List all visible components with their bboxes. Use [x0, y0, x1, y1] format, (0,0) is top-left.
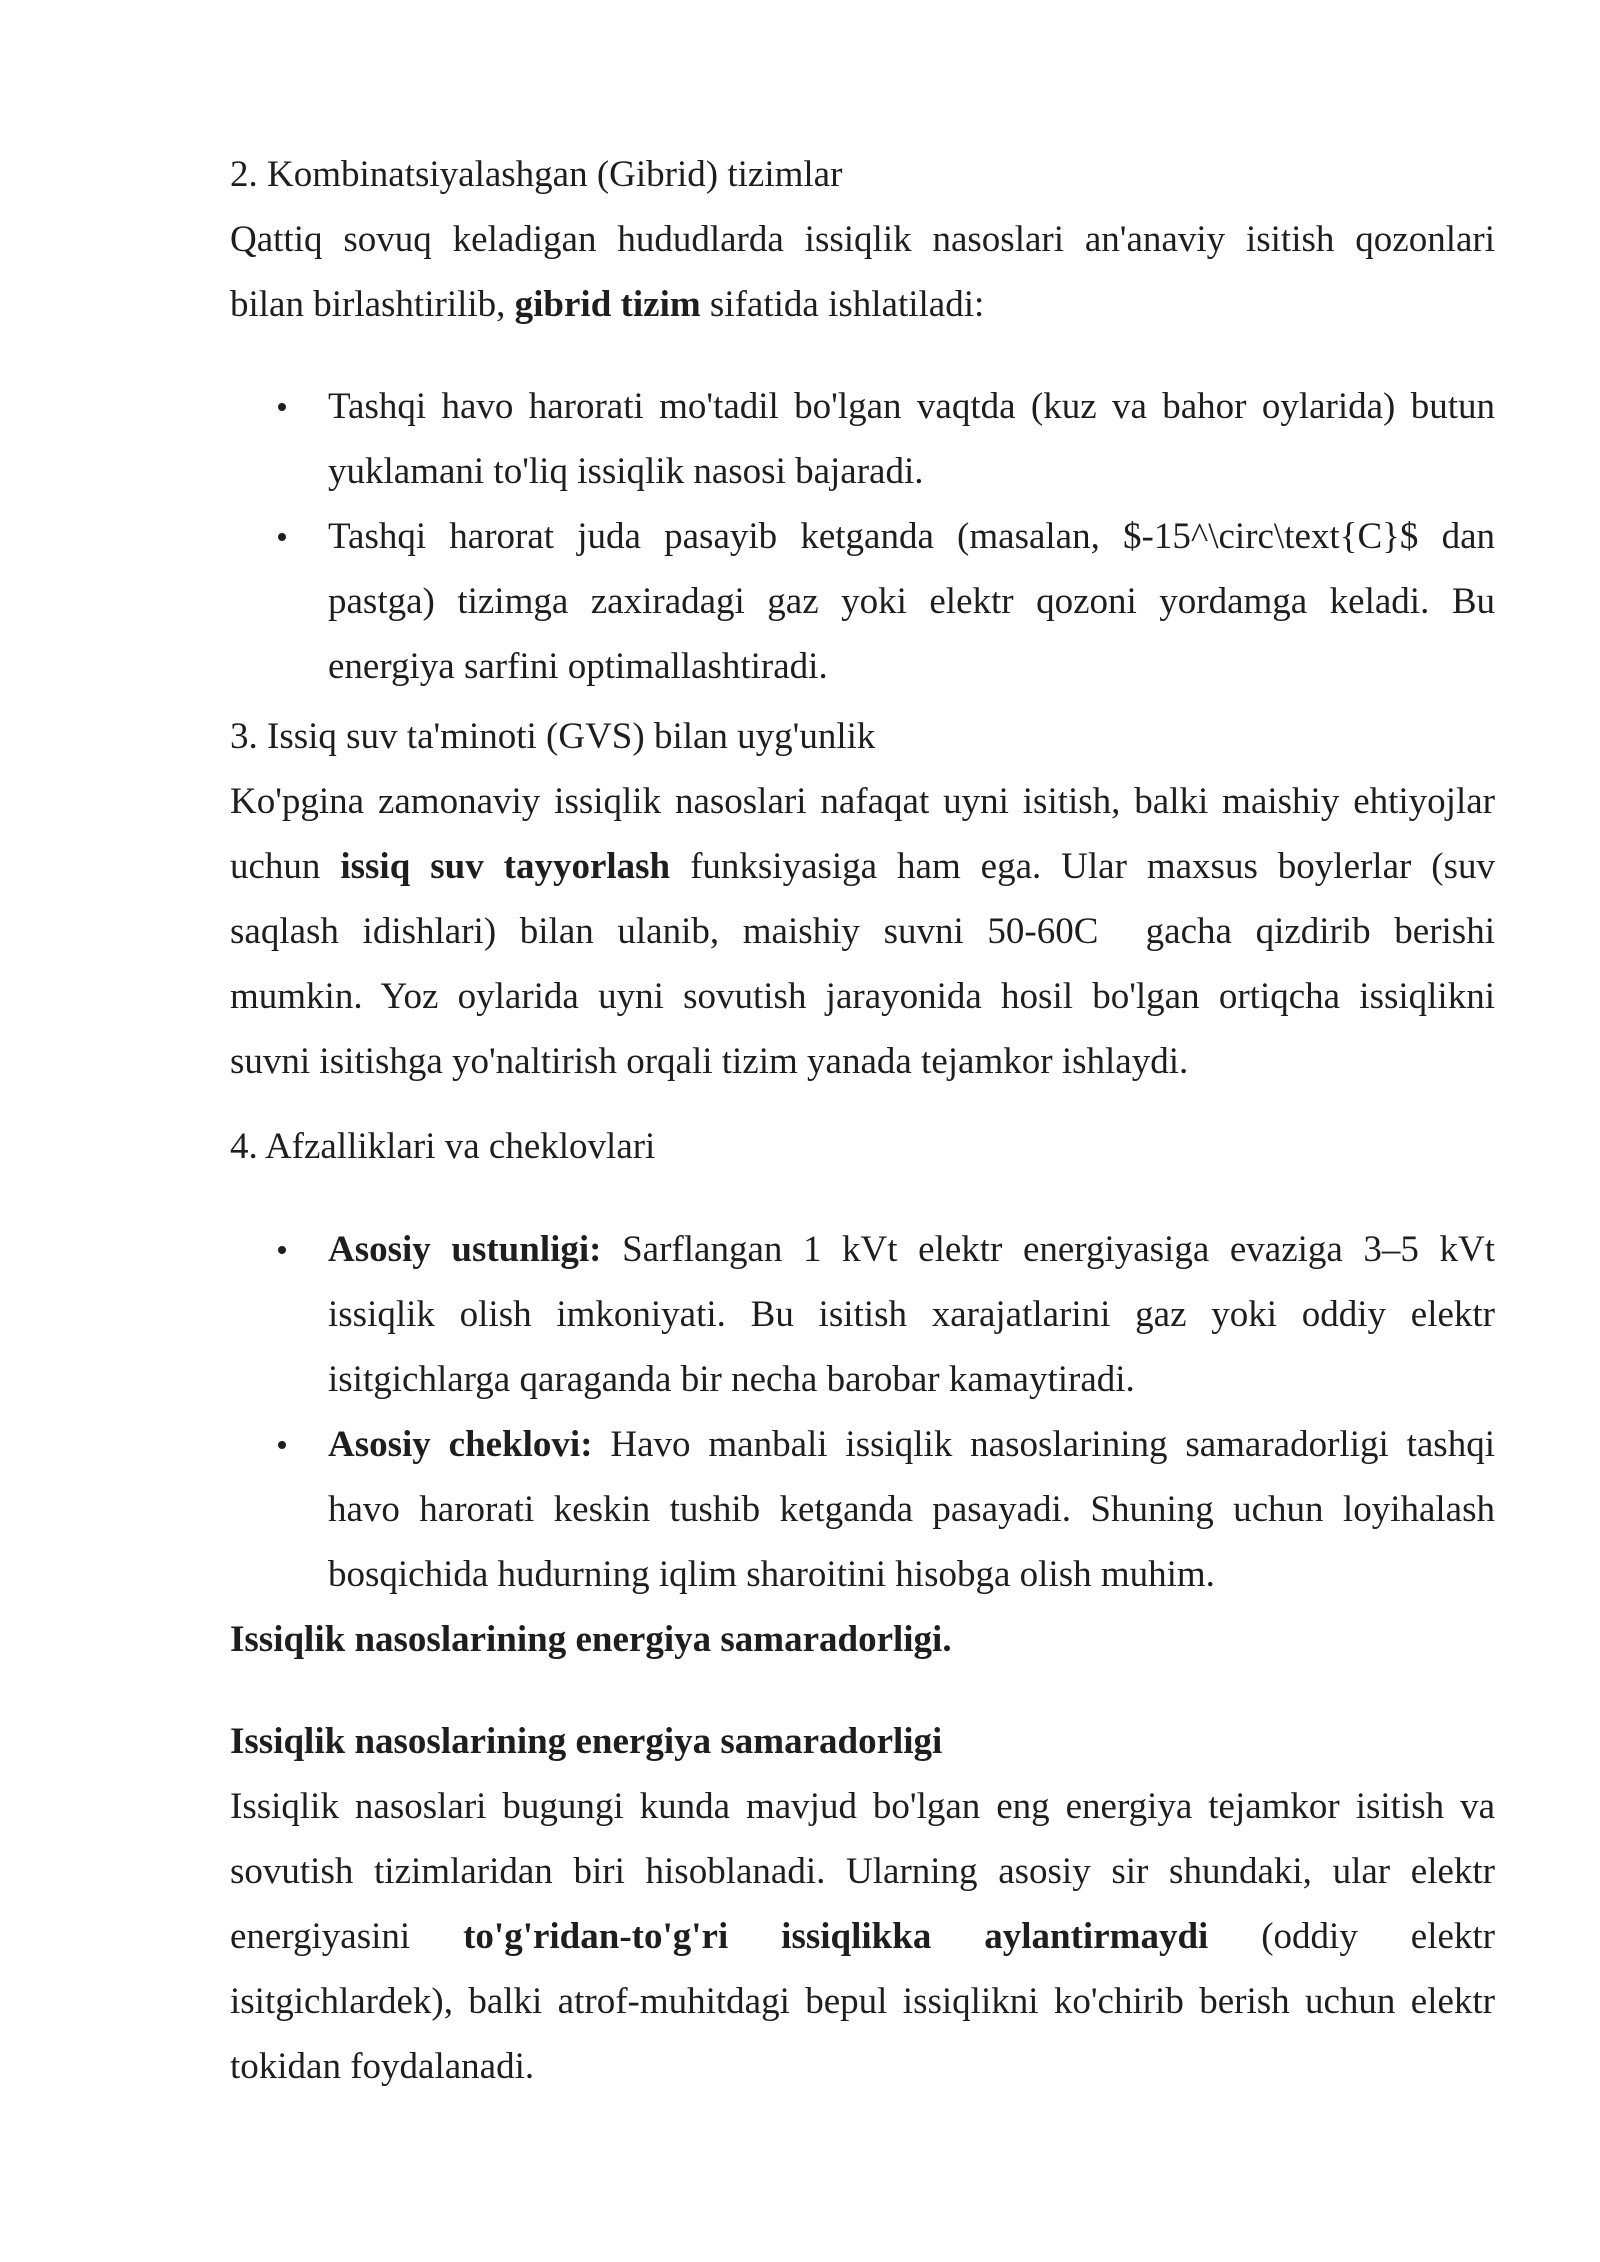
list-item-line: issiqlik olish imkoniyati. Bu isitish xarajatlarini gaz yoki oddiy elektr	[328, 1294, 1495, 1335]
list-item-line: isitgichlarga qaraganda bir necha barobar kamaytiradi.	[328, 1359, 1135, 1400]
list-item-line: yuklamani to'liq issiqlik nasosi bajaradi.	[328, 451, 924, 492]
bold-term: gibrid tizim	[514, 284, 701, 325]
paragraph-line: Qattiq sovuq keladigan hududlarda issiqlik nasoslari an'anaviy isitish qozonlari	[230, 219, 1495, 260]
text-run: Sarflangan 1 kVt elektr energiyasiga evaziga 3–5 kVt	[601, 1229, 1496, 1270]
paragraph-line: suvni isitishga yo'naltirish orqali tizim yanada tejamkor ishlaydi.	[230, 1041, 1189, 1082]
text-run: bilan birlashtirilib,	[230, 284, 515, 325]
list-item-line: pastga) tizimga zaxiradagi gaz yoki elektr qozoni yordamga keladi. Bu	[328, 581, 1495, 622]
paragraph-line: mumkin. Yoz oylarida uyni sovutish jarayonida hosil bo'lgan ortiqcha issiqlikni	[230, 976, 1495, 1017]
list-item-line: havo harorati keskin tushib ketganda pasayadi. Shuning uchun loyihalash	[328, 1489, 1495, 1530]
bullet-icon	[275, 1438, 289, 1452]
paragraph-line: saqlash idishlari) bilan ulanib, maishiy suvni 50-60C gacha qizdirib berishi	[230, 911, 1495, 952]
paragraph-line: Issiqlik nasoslari bugungi kunda mavjud bo'lgan eng energiya tejamkor isitish va	[230, 1786, 1495, 1827]
section-heading-hot-water: 3. Issiq suv ta'minoti (GVS) bilan uyg'unlik	[230, 716, 876, 757]
bullet-icon	[275, 1243, 289, 1257]
bold-title: Issiqlik nasoslarining energiya samaradorligi.	[230, 1619, 952, 1660]
text-run: sifatida ishlatiladi:	[700, 284, 985, 325]
list-item-line: Tashqi havo harorati mo'tadil bo'lgan vaqtda (kuz va bahor oylarida) butun	[328, 386, 1495, 427]
bold-term: Asosiy ustunligi:	[328, 1229, 602, 1270]
text-run: Havo manbali issiqlik nasoslarining samaradorligi tashqi	[592, 1424, 1495, 1465]
list-item-line	[328, 1423, 1495, 1467]
paragraph-line	[230, 283, 984, 327]
text-run: funksiyasiga ham ega. Ular maxsus boylerlar (suv	[670, 846, 1495, 887]
list-item-line	[328, 1228, 1495, 1272]
bold-term: Asosiy cheklovi:	[328, 1424, 593, 1465]
paragraph-line	[230, 1915, 1495, 1959]
paragraph-line: Ko'pgina zamonaviy issiqlik nasoslari nafaqat uyni isitish, balki maishiy ehtiyojlar	[230, 781, 1495, 822]
list-item-line: bosqichida hudurning iqlim sharoitini hisobga olish muhim.	[328, 1554, 1215, 1595]
list-item-line: Tashqi harorat juda pasayib ketganda (masalan, $-15^\circ\text{C}$ dan	[328, 516, 1495, 557]
bold-term: issiq suv tayyorlash	[340, 846, 671, 887]
text-run: uchun	[230, 846, 341, 887]
text-run: energiyasini	[230, 1916, 464, 1957]
paragraph-line: sovutish tizimlaridan biri hisoblanadi. Ularning asosiy sir shundaki, ular elektr	[230, 1851, 1495, 1892]
section-heading-efficiency: Issiqlik nasoslarining energiya samaradorligi	[230, 1721, 943, 1762]
section-heading-hybrid: 2. Kombinatsiyalashgan (Gibrid) tizimlar	[230, 154, 843, 195]
text-run: (oddiy elektr	[1208, 1916, 1495, 1957]
list-item-line: energiya sarfini optimallashtiradi.	[328, 646, 828, 687]
section-heading-pros-cons: 4. Afzalliklari va cheklovlari	[230, 1126, 656, 1167]
bullet-icon	[275, 400, 289, 414]
paragraph-line	[230, 845, 1495, 889]
bullet-icon	[275, 530, 289, 544]
paragraph-line: tokidan foydalanadi.	[230, 2046, 535, 2087]
bold-term: to'g'ridan-to'g'ri issiqlikka aylantirmaydi	[463, 1916, 1209, 1957]
paragraph-line: isitgichlardek), balki atrof-muhitdagi bepul issiqlikni ko'chirib berish uchun elektr	[230, 1981, 1495, 2022]
